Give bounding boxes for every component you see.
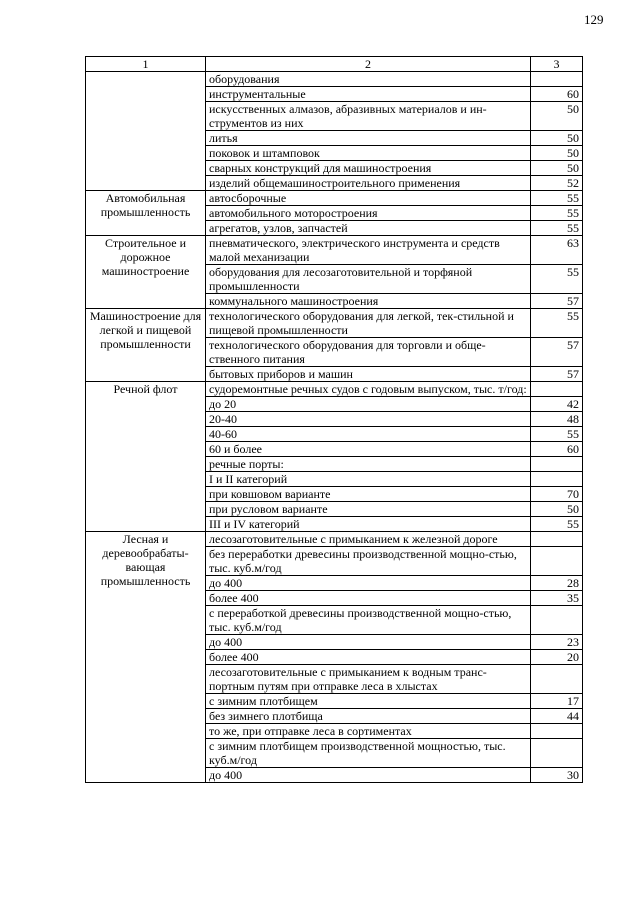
description-cell: без зимнего плотбища xyxy=(206,709,531,724)
description-cell: при ковшовом варианте xyxy=(206,487,531,502)
value-cell: 44 xyxy=(531,709,583,724)
description-cell: речные порты: xyxy=(206,457,531,472)
value-cell: 50 xyxy=(531,102,583,131)
description-cell: до 400 xyxy=(206,768,531,783)
value-cell xyxy=(531,665,583,694)
value-cell: 60 xyxy=(531,442,583,457)
description-cell: бытовых приборов и машин xyxy=(206,367,531,382)
value-cell: 30 xyxy=(531,768,583,783)
value-cell xyxy=(531,606,583,635)
value-cell: 55 xyxy=(531,427,583,442)
value-cell: 55 xyxy=(531,265,583,294)
description-cell: с зимним плотбищем производственной мощностью, тыс. куб.м/год xyxy=(206,739,531,768)
value-cell xyxy=(531,724,583,739)
value-cell: 55 xyxy=(531,517,583,532)
category-cell: Автомобильная промышленность xyxy=(86,191,206,236)
description-cell: с переработкой древесины производственной мощно-стью, тыс. куб.м/год xyxy=(206,606,531,635)
table-row xyxy=(86,532,583,547)
table-row xyxy=(86,191,583,206)
value-cell xyxy=(531,739,583,768)
value-cell xyxy=(531,72,583,87)
description-cell: до 400 xyxy=(206,576,531,591)
description-cell: III и IV категорий xyxy=(206,517,531,532)
value-cell xyxy=(531,547,583,576)
header-row xyxy=(86,57,583,72)
description-cell: 40-60 xyxy=(206,427,531,442)
description-cell: до 400 xyxy=(206,635,531,650)
value-cell: 55 xyxy=(531,221,583,236)
table-row xyxy=(86,382,583,397)
description-cell: то же, при отправке леса в сортиментах xyxy=(206,724,531,739)
value-cell: 52 xyxy=(531,176,583,191)
value-cell: 42 xyxy=(531,397,583,412)
description-cell: агрегатов, узлов, запчастей xyxy=(206,221,531,236)
description-cell: более 400 xyxy=(206,591,531,606)
description-cell: коммунального машиностроения xyxy=(206,294,531,309)
value-cell: 28 xyxy=(531,576,583,591)
description-cell: технологического оборудования для торговли и обще-ственного питания xyxy=(206,338,531,367)
description-cell: инструментальные xyxy=(206,87,531,102)
description-cell: сварных конструкций для машиностроения xyxy=(206,161,531,176)
header-cell-1: 1 xyxy=(86,57,206,72)
category-cell: Машиностроение для легкой и пищевой промышленности xyxy=(86,309,206,382)
value-cell: 55 xyxy=(531,206,583,221)
category-cell: Строительное и дорожное машиностроение xyxy=(86,236,206,309)
description-cell: 20-40 xyxy=(206,412,531,427)
description-cell: искусственных алмазов, абразивных материалов и ин-струментов из них xyxy=(206,102,531,131)
category-cell xyxy=(86,72,206,191)
value-cell: 50 xyxy=(531,146,583,161)
value-cell: 35 xyxy=(531,591,583,606)
table-row xyxy=(86,236,583,265)
value-cell: 17 xyxy=(531,694,583,709)
value-cell: 55 xyxy=(531,309,583,338)
value-cell: 57 xyxy=(531,338,583,367)
description-cell: при русловом варианте xyxy=(206,502,531,517)
description-cell: с зимним плотбищем xyxy=(206,694,531,709)
description-cell: оборудования xyxy=(206,72,531,87)
description-cell: изделий общемашиностроительного применения xyxy=(206,176,531,191)
value-cell: 57 xyxy=(531,367,583,382)
category-cell: Речной флот xyxy=(86,382,206,532)
description-cell: технологического оборудования для легкой, тек-стильной и пищевой промышленности xyxy=(206,309,531,338)
value-cell: 50 xyxy=(531,161,583,176)
value-cell: 50 xyxy=(531,131,583,146)
value-cell xyxy=(531,382,583,397)
value-cell: 50 xyxy=(531,502,583,517)
description-cell: литья xyxy=(206,131,531,146)
description-cell: 60 и более xyxy=(206,442,531,457)
description-cell: до 20 xyxy=(206,397,531,412)
category-cell: Лесная и деревообрабаты-вающая промышленность xyxy=(86,532,206,783)
description-cell: лесозаготовительные с примыканием к железной дороге xyxy=(206,532,531,547)
table-row xyxy=(86,309,583,338)
description-cell: судоремонтные речных судов с годовым выпуском, тыс. т/год: xyxy=(206,382,531,397)
value-cell: 70 xyxy=(531,487,583,502)
value-cell: 57 xyxy=(531,294,583,309)
description-cell: I и II категорий xyxy=(206,472,531,487)
description-cell: без переработки древесины производственной мощно-стью, тыс. куб.м/год xyxy=(206,547,531,576)
value-cell xyxy=(531,532,583,547)
value-cell: 60 xyxy=(531,87,583,102)
value-cell xyxy=(531,472,583,487)
value-cell: 23 xyxy=(531,635,583,650)
description-cell: пневматического, электрического инструмента и средств малой механизации xyxy=(206,236,531,265)
header-cell-3: 3 xyxy=(531,57,583,72)
description-cell: лесозаготовительные с примыканием к водным транс-портным путям при отправке леса в хлыстах xyxy=(206,665,531,694)
page-number: 129 xyxy=(584,12,604,27)
value-cell xyxy=(531,457,583,472)
description-cell: автосборочные xyxy=(206,191,531,206)
value-cell: 55 xyxy=(531,191,583,206)
description-cell: более 400 xyxy=(206,650,531,665)
table-row xyxy=(86,72,583,87)
value-cell: 48 xyxy=(531,412,583,427)
description-cell: поковок и штамповок xyxy=(206,146,531,161)
value-cell: 63 xyxy=(531,236,583,265)
description-cell: оборудования для лесозаготовительной и торфяной промышленности xyxy=(206,265,531,294)
description-cell: автомобильного моторостроения xyxy=(206,206,531,221)
norms-table xyxy=(85,56,583,783)
header-cell-2: 2 xyxy=(206,57,531,72)
value-cell: 20 xyxy=(531,650,583,665)
